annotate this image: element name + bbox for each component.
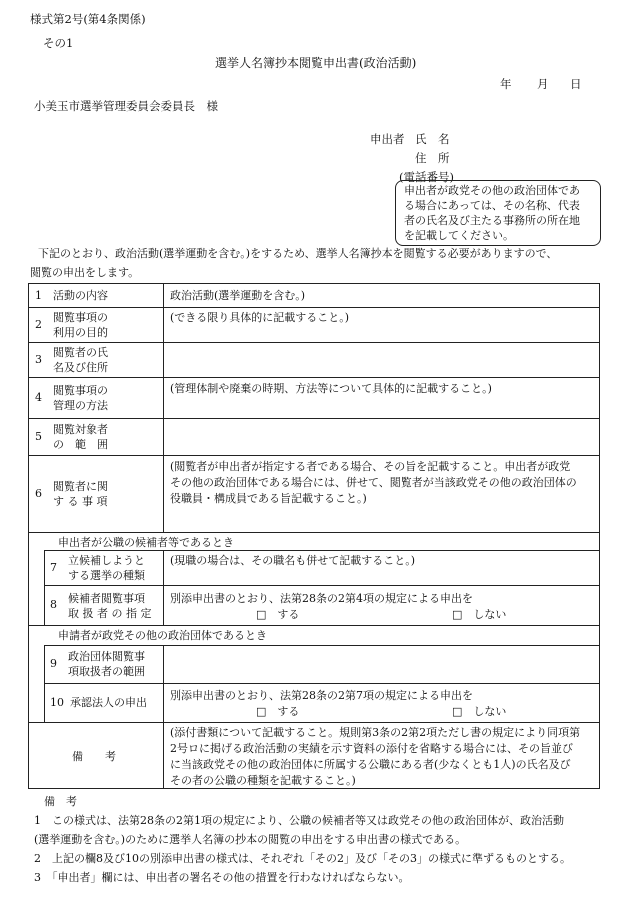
- row-8-option-no[interactable]: □ しない: [452, 608, 507, 621]
- row-6-label: 閲覧者に関 す る 事 項: [53, 480, 108, 508]
- remarks-content: (添付書類について記載すること。規則第3条の2第2項ただし書の規定により同項第 2号ロに掲げる政治活動の実績を示す資料の添付を省略する場合には、その旨並び に当該政党その他の政治団体に所属する公職にある者(少なくとも1人)の氏名及び その者の公職の種類を記載すること。): [170, 726, 581, 787]
- row-7-label: 立候補しようと する選挙の種類: [68, 554, 145, 582]
- notes-title: 備 考: [44, 795, 77, 808]
- applicant-label: 申出者: [370, 132, 405, 146]
- row-4-label: 閲覧事項の 管理の方法: [53, 384, 108, 412]
- row-10-content: 別添申出書のとおり、法第28条の2第7項の規定による申出を: [170, 689, 473, 702]
- row-4-number: 4: [35, 391, 42, 404]
- row-8-number: 8: [50, 598, 57, 611]
- date-day: 日: [570, 77, 582, 91]
- row-3-number: 3: [35, 353, 42, 366]
- applicant-note: 申出者が政党その他の政治団体であ る場合にあっては、その名称、代表 者の氏名及び主たる事務所の所在地 を記載してください。: [404, 184, 580, 242]
- remarks-label: 備 考: [72, 750, 116, 763]
- row-6-content: (閲覧者が申出者が指定する者である場合、その旨を記載すること。申出者が政党 その他の政治団体である場合には、併せて、閲覧者が当該政党その他の政治団体の 役職員・構成員である旨記載すること。): [170, 460, 577, 505]
- date-year: 年: [500, 77, 512, 91]
- row-5-number: 5: [35, 430, 42, 443]
- row-2-number: 2: [35, 318, 42, 331]
- applicant-phone-label: (電話番号): [399, 170, 454, 184]
- applicant-name-label: 氏 名: [415, 132, 450, 146]
- row-10-option-yes[interactable]: □ する: [256, 705, 300, 718]
- row-4-content: (管理体制や廃棄の時期、方法等について具体的に記載すること。): [170, 382, 492, 395]
- form-sub-number: その1: [43, 36, 74, 50]
- form-number: 様式第2号(第4条関係): [30, 12, 146, 26]
- row-5-label: 閲覧対象者 の 範 囲: [53, 423, 108, 451]
- group-party-title: 申請者が政党その他の政治団体であるとき: [58, 629, 267, 642]
- row-2-label: 閲覧事項の 利用の目的: [53, 311, 108, 339]
- row-9-number: 9: [50, 657, 57, 670]
- note-1a: 1 この様式は、法第28条の2第1項の規定により、公職の候補者等又は政党その他の政治団体が、政治活動: [34, 814, 564, 827]
- row-7-content: (現職の場合は、その職名も併せて記載すること。): [170, 554, 416, 567]
- row-8-content: 別添申出書のとおり、法第28条の2第4項の規定による申出を: [170, 592, 473, 605]
- addressee: 小美玉市選挙管理委員会委員長 様: [34, 99, 218, 113]
- row-10-option-no[interactable]: □ しない: [452, 705, 507, 718]
- row-6-number: 6: [35, 487, 42, 500]
- row-8-label: 候補者閲覧事項 取 扱 者 の 指 定: [68, 592, 152, 620]
- page-title: 選挙人名簿抄本閲覧申出書(政治活動): [215, 56, 417, 70]
- applicant-address-label: 住 所: [415, 151, 450, 165]
- date-month: 月: [537, 77, 549, 91]
- intro-line-2: 閲覧の申出をします。: [30, 266, 140, 279]
- row-1-number: 1: [35, 289, 42, 302]
- note-1b: (選挙運動を含む。)のために選挙人名簿の抄本の閲覧の申出をする申出書の様式である。: [34, 833, 467, 846]
- row-10-number: 10: [50, 696, 64, 709]
- row-2-content: (できる限り具体的に記載すること。): [170, 311, 350, 324]
- row-9-label: 政治団体閲覧事 項取扱者の範囲: [68, 650, 145, 678]
- row-1-content: 政治活動(選挙運動を含む。): [170, 289, 306, 302]
- note-3: 3 「申出者」欄には、申出者の署名その他の措置を行わなければならない。: [34, 871, 410, 884]
- note-2: 2 上記の欄8及び10の別添申出書の様式は、それぞれ「その2」及び「その3」の様式に準ずるものとする。: [34, 852, 571, 865]
- row-1-label: 活動の内容: [53, 289, 108, 302]
- row-7-number: 7: [50, 561, 57, 574]
- row-8-option-yes[interactable]: □ する: [256, 608, 300, 621]
- row-10-label: 承認法人の申出: [70, 696, 147, 709]
- intro-line-1: 下記のとおり、政治活動(選挙運動を含む。)をするため、選挙人名簿抄本を閲覧する必要がありますので、: [38, 247, 558, 260]
- row-3-label: 閲覧者の氏 名及び住所: [53, 346, 108, 374]
- group-candidate-title: 申出者が公職の候補者等であるとき: [58, 536, 234, 549]
